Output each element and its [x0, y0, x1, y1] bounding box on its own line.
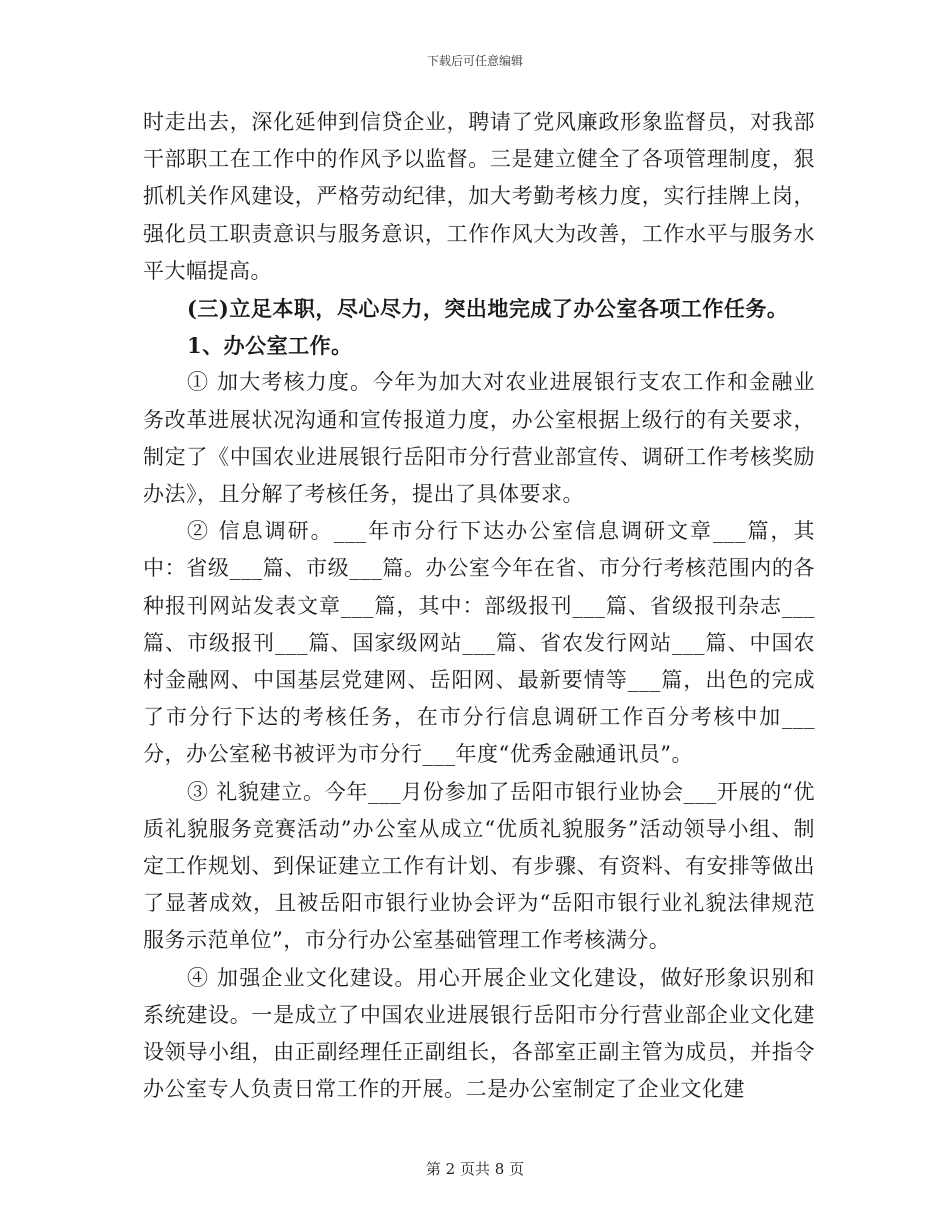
paragraph-item-1: ① 加大考核力度。今年为加大对农业进展银行支农工作和金融业务改革进展状况沟通和宣传报道力度，办公室根据上级行的有关要求，制定了《中国农业进展银行岳阳市分行营业部宣传、调研工作考核奖励办法》，且分解了考核任务，提出了具体要求。	[143, 370, 815, 507]
document-body	[143, 104, 815, 1108]
section-heading: (三)立足本职，尽心尽力，突出地完成了办公室各项工作任务。	[187, 296, 789, 322]
page-header: 下载后可任意编辑	[426, 54, 523, 68]
paragraph-item-3: ③ 礼貌建立。今年___月份参加了岳阳市银行业协会___开展的“优质礼貌服务竞赛活动”办公室从成立“优质礼貌服务”活动领导小组、制定工作规划、到保证建立工作有计划、有步骤、有资料、有安排等做出了显著成效，且被岳阳市银行业协会评为“岳阳市银行业礼貌法律规范服务示范单位”，市分行办公室基础管理工作考核满分。	[143, 779, 815, 953]
page-number-footer: 第 2 页共 8 页	[425, 1160, 525, 1178]
paragraph-continuation: 时走出去，深化延伸到信贷企业，聘请了党风廉政形象监督员，对我部干部职工在工作中的作风予以监督。三是建立健全了各项管理制度，狠抓机关作风建设，严格劳动纪律，加大考勤考核力度，实行挂牌上岗，强化员工职责意识与服务意识，工作作风大为改善，工作水平与服务水平大幅提高。	[143, 110, 815, 283]
paragraph-item-2: ② 信息调研。___年市分行下达办公室信息调研文章___篇，其中：省级___篇、市级___篇。办公室今年在省、市分行考核范围内的各种报刊网站发表文章___篇，其中：部级报刊___篇、省级报刊杂志___篇、市级报刊___篇、国家级网站___篇、省农发行网站___篇、中国农村金融网、中国基层党建网、岳阳网、最新要情等___篇，出色的完成了市分行下达的考核任务，在市分行信息调研工作百分考核中加___分，办公室秘书被评为市分行___年度“优秀金融通讯员”。	[143, 519, 815, 767]
paragraph-item-4: ④ 加强企业文化建设。用心开展企业文化建设，做好形象识别和系统建设。一是成立了中国农业进展银行岳阳市分行营业部企业文化建设领导小组，由正副经理任正副组长，各部室正副主管为成员，并指令办公室专人负责日常工作的开展。二是办公室制定了企业文化建	[143, 965, 815, 1102]
subsection-heading: 1、办公室工作。	[187, 333, 353, 359]
